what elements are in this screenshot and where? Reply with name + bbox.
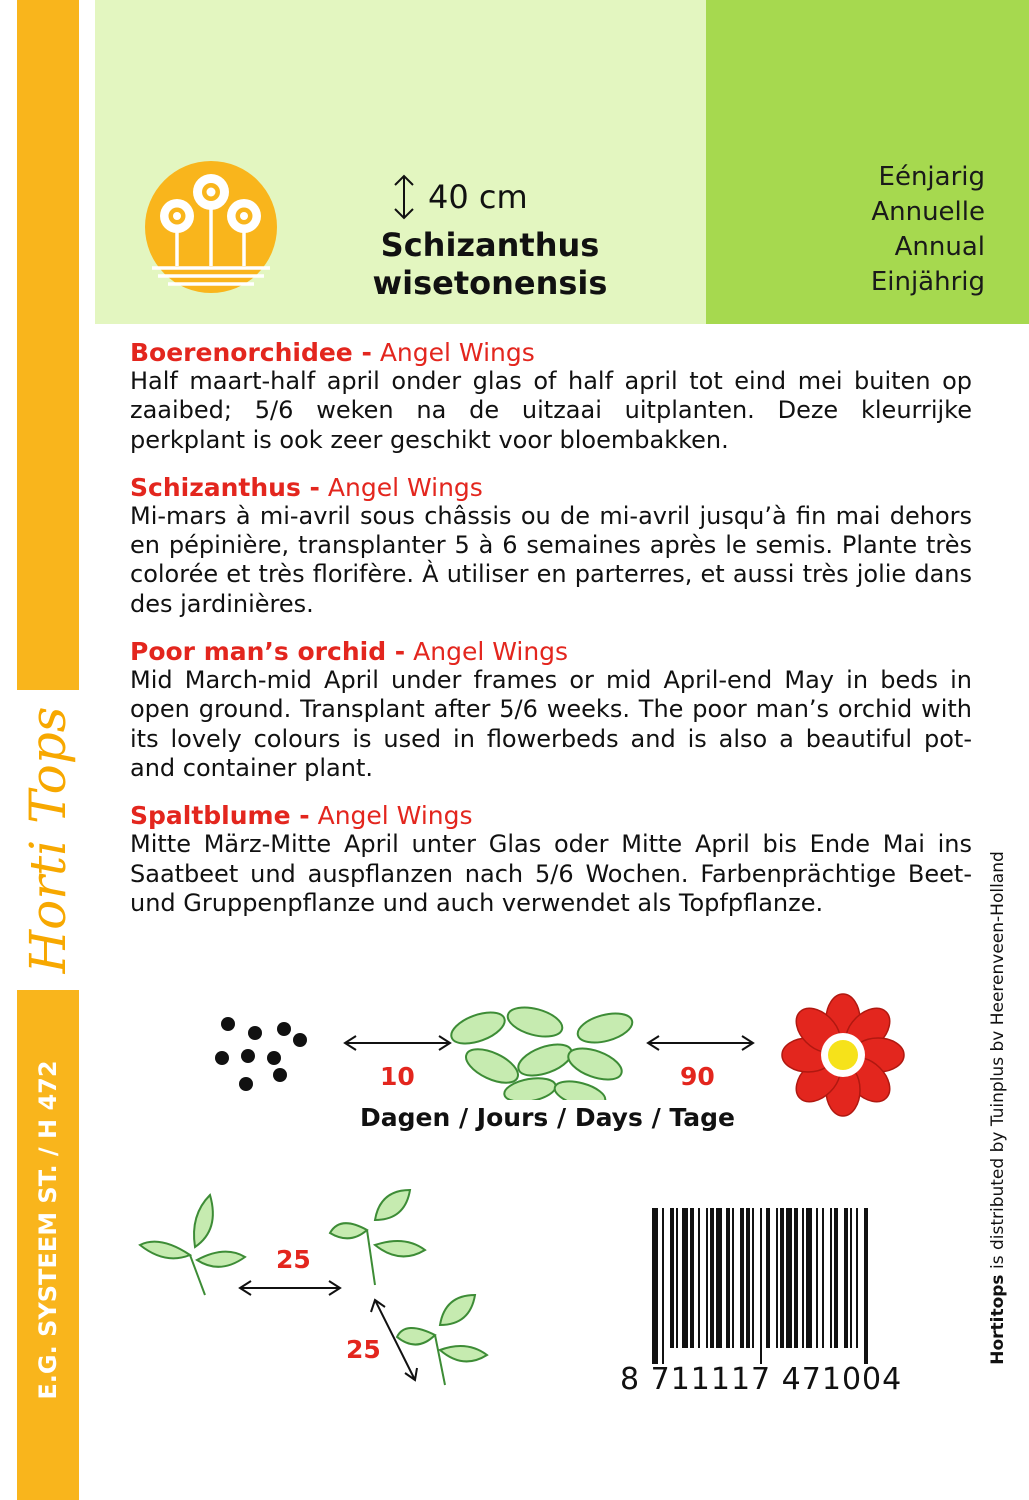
barcode-bar [786,1208,792,1348]
common-name: Spaltblume - [130,801,310,831]
barcode-bar [830,1208,832,1348]
section-title [130,801,972,830]
variety-name: Angel Wings [317,801,473,831]
plant-height [392,172,528,222]
plant-icon [330,1190,425,1256]
barcode-bar [732,1208,734,1348]
section-body: Half maart-half april onder glas of half april tot eind mei buiten op zaaibed; 5/6 weken na de uitzaai uitplanten. Deze kleurrijke perkplant is ook zeer geschikt voor bloembakken. [130,367,972,454]
barcode-bar [816,1208,818,1348]
section-body: Mitte März-Mitte April unter Glas oder Mitte April bis Ende Mai ins Saatbeet und auspflanzen nach 5/6 Wochen. Farbenprächtige Beet- und Gruppenpflanze und auch verwendet als Topfpflanze. [130,830,972,917]
barcode-bar [652,1208,658,1364]
section-fr [130,473,972,619]
common-name: Schizanthus - [130,472,320,502]
barcode-bar [752,1208,754,1348]
barcode-bar [740,1208,744,1348]
distributor-brand: Hortitops [988,1274,1008,1365]
barcode-bar [864,1208,868,1364]
common-name: Poor man’s orchid - [130,637,406,667]
common-name: Boerenorchidee - [130,338,372,367]
lifecycle-list [871,160,985,300]
plant-spacing-value: 25 [346,1335,381,1364]
row-spacing-arrow-icon [240,1281,340,1295]
annual-flower-icon [144,160,278,294]
barcode-bar [776,1208,778,1348]
section-nl [130,338,972,455]
variety-name: Angel Wings [327,472,483,502]
barcode-bar [834,1208,838,1348]
germination-days: 10 [380,1062,415,1091]
barcode-bar [676,1208,678,1348]
germination-arrow-icon [345,1036,450,1050]
barcode-bar [760,1208,762,1364]
days-caption: Dagen / Jours / Days / Tage [360,1103,735,1132]
barcode-digits: 8 711117 471004 [620,1362,903,1397]
barcode-bar [746,1208,750,1348]
seedlings-icon [447,1002,635,1100]
lifecycle-fr: Annuelle [871,197,985,227]
row-spacing-value: 25 [276,1245,311,1274]
variety-name: Angel Wings [379,338,535,367]
variety-name: Angel Wings [413,637,569,667]
height-arrow-icon [392,172,416,222]
barcode-bar [850,1208,852,1348]
red-flower-icon [778,990,908,1120]
plant-icon [140,1195,245,1267]
section-en [130,637,972,783]
plant-spacing-diagram [135,1185,495,1405]
section-title [130,338,972,367]
barcode-bar [856,1208,858,1348]
sowing-instructions [130,338,972,936]
barcode-bar [802,1208,804,1348]
barcode-bar [662,1208,664,1364]
brand-name: Horti Tops [19,706,77,974]
section-de [130,801,972,918]
barcode-bar [698,1208,700,1348]
barcode [650,1208,936,1364]
barcode-bar [716,1208,722,1348]
section-title [130,473,972,502]
section-title [130,637,972,666]
plant-icon [397,1295,487,1361]
barcode-bar [690,1208,694,1348]
height-label: 40 cm [428,178,528,216]
barcode-bar [682,1208,688,1348]
barcode-bar [766,1208,770,1348]
flowering-arrow-icon [648,1036,753,1050]
barcode-bar [780,1208,784,1348]
species-genus: Schizanthus [380,226,600,264]
distributor-text: is distributed by Tuinplus bv Heerenveen-Holland [988,851,1008,1275]
barcode-bar [710,1208,714,1348]
section-body: Mi-mars à mi-avril sous châssis ou de mi-avril jusqu’à fin mai dehors en pépinière, transplanter 5 à 6 semaines après le semis. Plante très colorée et très florifère. À utiliser en parterres, et aussi très jolie dans des jardinières. [130,501,972,618]
lifecycle-nl: Eénjarig [878,162,985,192]
seeds-icon [215,1017,307,1091]
barcode-bar [794,1208,798,1348]
barcode-bar [706,1208,708,1348]
barcode-bar [844,1208,848,1348]
product-code-text: E.G. SYSTEEM ST. / H 472 [34,1060,62,1400]
lifecycle-de: Einjährig [870,267,985,297]
barcode-bar [726,1208,730,1348]
barcode-bar [822,1208,824,1348]
barcode-bar [670,1208,674,1348]
section-body: Mid March-mid April under frames or mid April-end May in beds in open ground. Transplant after 5/6 weeks. The poor man’s orchid with its lovely colours is used in flowerbeds and is also a beautiful pot- and container plant. [130,666,972,782]
flowering-days: 90 [680,1062,715,1091]
species-epithet: wisetonensis [372,264,608,302]
barcode-bar [806,1208,812,1348]
lifecycle-en: Annual [894,232,985,262]
species-name [340,226,640,302]
